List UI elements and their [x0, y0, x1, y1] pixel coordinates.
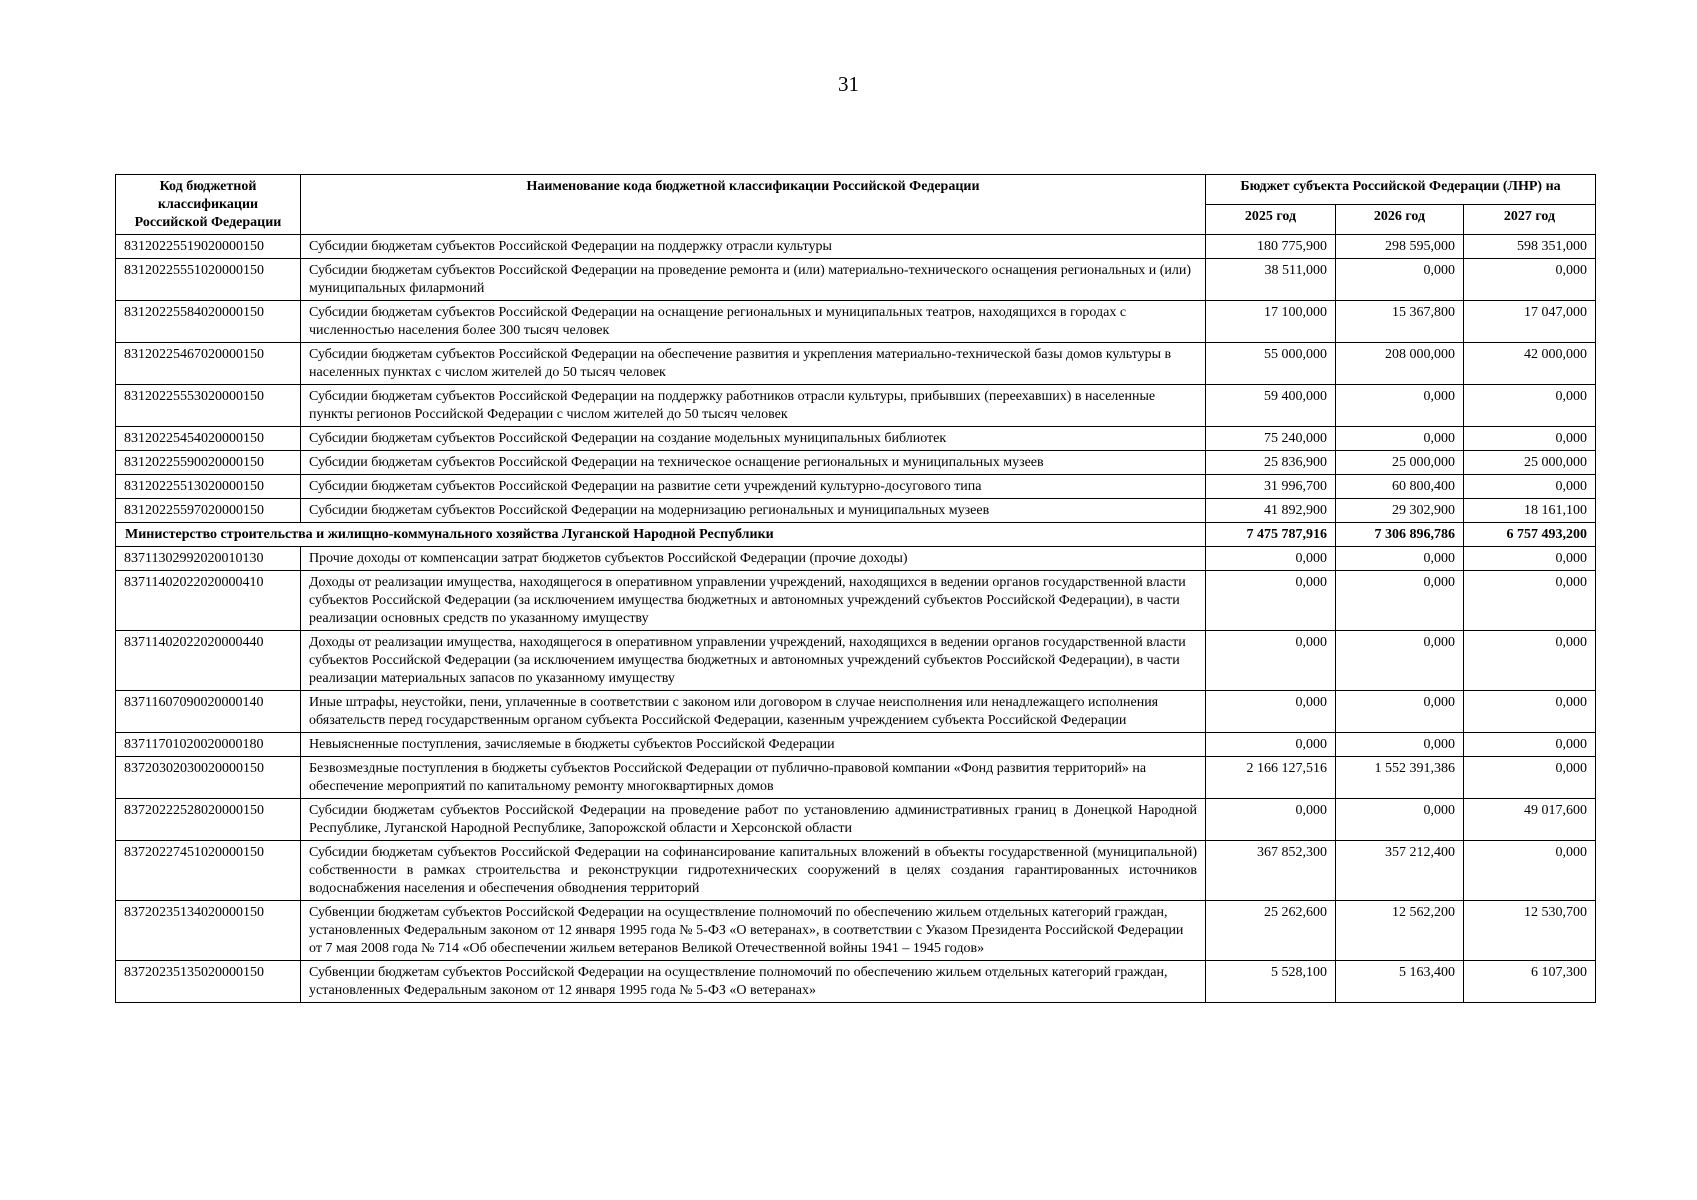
row-name: Субсидии бюджетам субъектов Российской Федерации на проведение ремонта и (или) материально-технического оснащения региональных и (или) муниципальных филармоний	[301, 259, 1206, 301]
table-row	[116, 733, 1596, 757]
table-row	[116, 427, 1596, 451]
ministry-total-2026: 7 306 896,786	[1336, 523, 1464, 547]
header-year-2026: 2026 год	[1336, 205, 1464, 235]
table-row	[116, 799, 1596, 841]
row-name: Иные штрафы, неустойки, пени, уплаченные в соответствии с законом или договором в случае неисполнения или ненадлежащего исполнения обязательств перед государственным органом субъекта Российской Федерации, казенным учреждением субъекта Российской Федерации	[301, 691, 1206, 733]
row-code: 83120225513020000150	[116, 475, 301, 499]
row-value-2025: 31 996,700	[1206, 475, 1336, 499]
row-value-2027: 598 351,000	[1464, 235, 1596, 259]
row-value-2027: 0,000	[1464, 259, 1596, 301]
row-value-2026: 0,000	[1336, 733, 1464, 757]
row-value-2025: 5 528,100	[1206, 961, 1336, 1003]
row-value-2027: 0,000	[1464, 571, 1596, 631]
row-value-2027: 0,000	[1464, 427, 1596, 451]
row-name: Доходы от реализации имущества, находящегося в оперативном управлении учреждений, находящихся в ведении органов государственной власти субъектов Российской Федерации (за исключением имущества бюджетных и автономных учреждений субъектов Российской Федерации), в части реализации материальных запасов по указанному имуществу	[301, 631, 1206, 691]
row-value-2027: 12 530,700	[1464, 901, 1596, 961]
header-year-2027: 2027 год	[1464, 205, 1596, 235]
row-code: 83120225551020000150	[116, 259, 301, 301]
row-value-2027: 0,000	[1464, 631, 1596, 691]
row-value-2026: 12 562,200	[1336, 901, 1464, 961]
row-value-2025: 0,000	[1206, 571, 1336, 631]
header-budget: Бюджет субъекта Российской Федерации (ЛНР) на	[1206, 175, 1596, 205]
table-row	[116, 259, 1596, 301]
row-code: 83711302992020010130	[116, 547, 301, 571]
ministry-name: Министерство строительства и жилищно-коммунального хозяйства Луганской Народной Республики	[116, 523, 1206, 547]
table-row	[116, 757, 1596, 799]
row-name: Субвенции бюджетам субъектов Российской Федерации на осуществление полномочий по обеспечению жильем отдельных категорий граждан, установленных Федеральным законом от 12 января 1995 года № 5-ФЗ «О ветеранах», в соответствии с Указом Президента Российской Федерации от 7 мая 2008 года № 714 «Об обеспечении жильем ветеранов Великой Отечественной войны 1941 – 1945 годов»	[301, 901, 1206, 961]
row-value-2026: 25 000,000	[1336, 451, 1464, 475]
row-value-2027: 0,000	[1464, 691, 1596, 733]
row-code: 83120225519020000150	[116, 235, 301, 259]
table-row	[116, 571, 1596, 631]
row-value-2025: 17 100,000	[1206, 301, 1336, 343]
row-code: 83120225597020000150	[116, 499, 301, 523]
table-row	[116, 343, 1596, 385]
table-row	[116, 451, 1596, 475]
row-name: Субсидии бюджетам субъектов Российской Федерации на софинансирование капитальных вложений в объекты государственной (муниципальной) собственности в рамках строительства и реконструкции гидротехнических сооружений в целях создания гарантированных источников водоснабжения населения и обеспечения обводнения территорий	[301, 841, 1206, 901]
row-name: Субсидии бюджетам субъектов Российской Федерации на проведение работ по установлению административных границ в Донецкой Народной Республике, Луганской Народной Республике, Запорожской области и Херсонской области	[301, 799, 1206, 841]
row-name: Прочие доходы от компенсации затрат бюджетов субъектов Российской Федерации (прочие доходы)	[301, 547, 1206, 571]
header-year-2025: 2025 год	[1206, 205, 1336, 235]
ministry-total-row	[116, 523, 1596, 547]
row-value-2025: 25 262,600	[1206, 901, 1336, 961]
row-name: Невыясненные поступления, зачисляемые в бюджеты субъектов Российской Федерации	[301, 733, 1206, 757]
table-row	[116, 499, 1596, 523]
row-value-2025: 55 000,000	[1206, 343, 1336, 385]
row-value-2027: 42 000,000	[1464, 343, 1596, 385]
row-value-2026: 0,000	[1336, 631, 1464, 691]
table-row	[116, 475, 1596, 499]
header-code: Код бюджетной классификации Российской Федерации	[116, 175, 301, 235]
row-value-2027: 0,000	[1464, 547, 1596, 571]
row-name: Субсидии бюджетам субъектов Российской Федерации на техническое оснащение региональных и муниципальных музеев	[301, 451, 1206, 475]
table-row	[116, 901, 1596, 961]
row-code: 83120225454020000150	[116, 427, 301, 451]
table-row	[116, 841, 1596, 901]
ministry-total-2025: 7 475 787,916	[1206, 523, 1336, 547]
row-value-2025: 2 166 127,516	[1206, 757, 1336, 799]
row-name: Субсидии бюджетам субъектов Российской Федерации на поддержку отрасли культуры	[301, 235, 1206, 259]
row-value-2026: 0,000	[1336, 691, 1464, 733]
row-value-2025: 0,000	[1206, 733, 1336, 757]
row-value-2025: 0,000	[1206, 631, 1336, 691]
row-value-2025: 0,000	[1206, 547, 1336, 571]
row-value-2026: 5 163,400	[1336, 961, 1464, 1003]
row-code: 83120225553020000150	[116, 385, 301, 427]
row-name: Субсидии бюджетам субъектов Российской Федерации на создание модельных муниципальных библиотек	[301, 427, 1206, 451]
table-row	[116, 691, 1596, 733]
row-value-2026: 1 552 391,386	[1336, 757, 1464, 799]
budget-table	[115, 174, 1596, 1003]
row-name: Субсидии бюджетам субъектов Российской Федерации на обеспечение развития и укрепления материально-технической базы домов культуры в населенных пунктах с числом жителей до 50 тысяч человек	[301, 343, 1206, 385]
row-value-2025: 25 836,900	[1206, 451, 1336, 475]
table-row	[116, 301, 1596, 343]
row-value-2025: 180 775,900	[1206, 235, 1336, 259]
row-value-2025: 367 852,300	[1206, 841, 1336, 901]
row-value-2027: 17 047,000	[1464, 301, 1596, 343]
row-code: 83711607090020000140	[116, 691, 301, 733]
table-row	[116, 631, 1596, 691]
row-code: 83711402022020000440	[116, 631, 301, 691]
row-value-2026: 0,000	[1336, 385, 1464, 427]
row-name: Субсидии бюджетам субъектов Российской Федерации на оснащение региональных и муниципальных театров, находящихся в городах с численностью населения более 300 тысяч человек	[301, 301, 1206, 343]
row-code: 83720235134020000150	[116, 901, 301, 961]
row-value-2025: 41 892,900	[1206, 499, 1336, 523]
row-value-2025: 59 400,000	[1206, 385, 1336, 427]
row-name: Субвенции бюджетам субъектов Российской Федерации на осуществление полномочий по обеспечению жильем отдельных категорий граждан, установленных Федеральным законом от 12 января 1995 года № 5-ФЗ «О ветеранах»	[301, 961, 1206, 1003]
row-name: Безвозмездные поступления в бюджеты субъектов Российской Федерации от публично-правовой компании «Фонд развития территорий» на обеспечение мероприятий по капитальному ремонту многоквартирных домов	[301, 757, 1206, 799]
page-number: 31	[838, 72, 859, 96]
row-value-2026: 298 595,000	[1336, 235, 1464, 259]
row-name: Доходы от реализации имущества, находящегося в оперативном управлении учреждений, находящихся в ведении органов государственной власти субъектов Российской Федерации (за исключением имущества бюджетных и автономных учреждений субъектов Российской Федерации), в части реализации основных средств по указанному имуществу	[301, 571, 1206, 631]
row-code: 83720302030020000150	[116, 757, 301, 799]
row-value-2026: 0,000	[1336, 547, 1464, 571]
row-code: 83120225467020000150	[116, 343, 301, 385]
header-name: Наименование кода бюджетной классификации Российской Федерации	[301, 175, 1206, 235]
row-value-2027: 6 107,300	[1464, 961, 1596, 1003]
row-value-2025: 38 511,000	[1206, 259, 1336, 301]
ministry-total-2027: 6 757 493,200	[1464, 523, 1596, 547]
row-value-2026: 208 000,000	[1336, 343, 1464, 385]
row-value-2026: 0,000	[1336, 427, 1464, 451]
row-value-2025: 0,000	[1206, 799, 1336, 841]
row-value-2026: 0,000	[1336, 571, 1464, 631]
row-code: 83120225584020000150	[116, 301, 301, 343]
row-code: 83120225590020000150	[116, 451, 301, 475]
row-name: Субсидии бюджетам субъектов Российской Федерации на модернизацию региональных и муниципальных музеев	[301, 499, 1206, 523]
row-code: 83720227451020000150	[116, 841, 301, 901]
table-row	[116, 547, 1596, 571]
row-value-2026: 0,000	[1336, 259, 1464, 301]
row-value-2027: 0,000	[1464, 475, 1596, 499]
row-value-2026: 29 302,900	[1336, 499, 1464, 523]
row-value-2026: 0,000	[1336, 799, 1464, 841]
row-code: 83720235135020000150	[116, 961, 301, 1003]
row-name: Субсидии бюджетам субъектов Российской Федерации на развитие сети учреждений культурно-досугового типа	[301, 475, 1206, 499]
row-value-2026: 357 212,400	[1336, 841, 1464, 901]
table-row	[116, 385, 1596, 427]
table-row	[116, 961, 1596, 1003]
table-row	[116, 235, 1596, 259]
row-value-2025: 75 240,000	[1206, 427, 1336, 451]
row-value-2027: 0,000	[1464, 757, 1596, 799]
row-code: 83720222528020000150	[116, 799, 301, 841]
row-name: Субсидии бюджетам субъектов Российской Федерации на поддержку работников отрасли культуры, прибывших (переехавших) в населенные пункты регионов Российской Федерации с числом жителей до 50 тысяч человек	[301, 385, 1206, 427]
row-value-2027: 49 017,600	[1464, 799, 1596, 841]
row-code: 83711402022020000410	[116, 571, 301, 631]
row-value-2027: 0,000	[1464, 385, 1596, 427]
row-value-2026: 15 367,800	[1336, 301, 1464, 343]
row-value-2026: 60 800,400	[1336, 475, 1464, 499]
header-row	[116, 175, 1596, 205]
row-code: 83711701020020000180	[116, 733, 301, 757]
row-value-2025: 0,000	[1206, 691, 1336, 733]
row-value-2027: 0,000	[1464, 733, 1596, 757]
row-value-2027: 0,000	[1464, 841, 1596, 901]
row-value-2027: 25 000,000	[1464, 451, 1596, 475]
row-value-2027: 18 161,100	[1464, 499, 1596, 523]
